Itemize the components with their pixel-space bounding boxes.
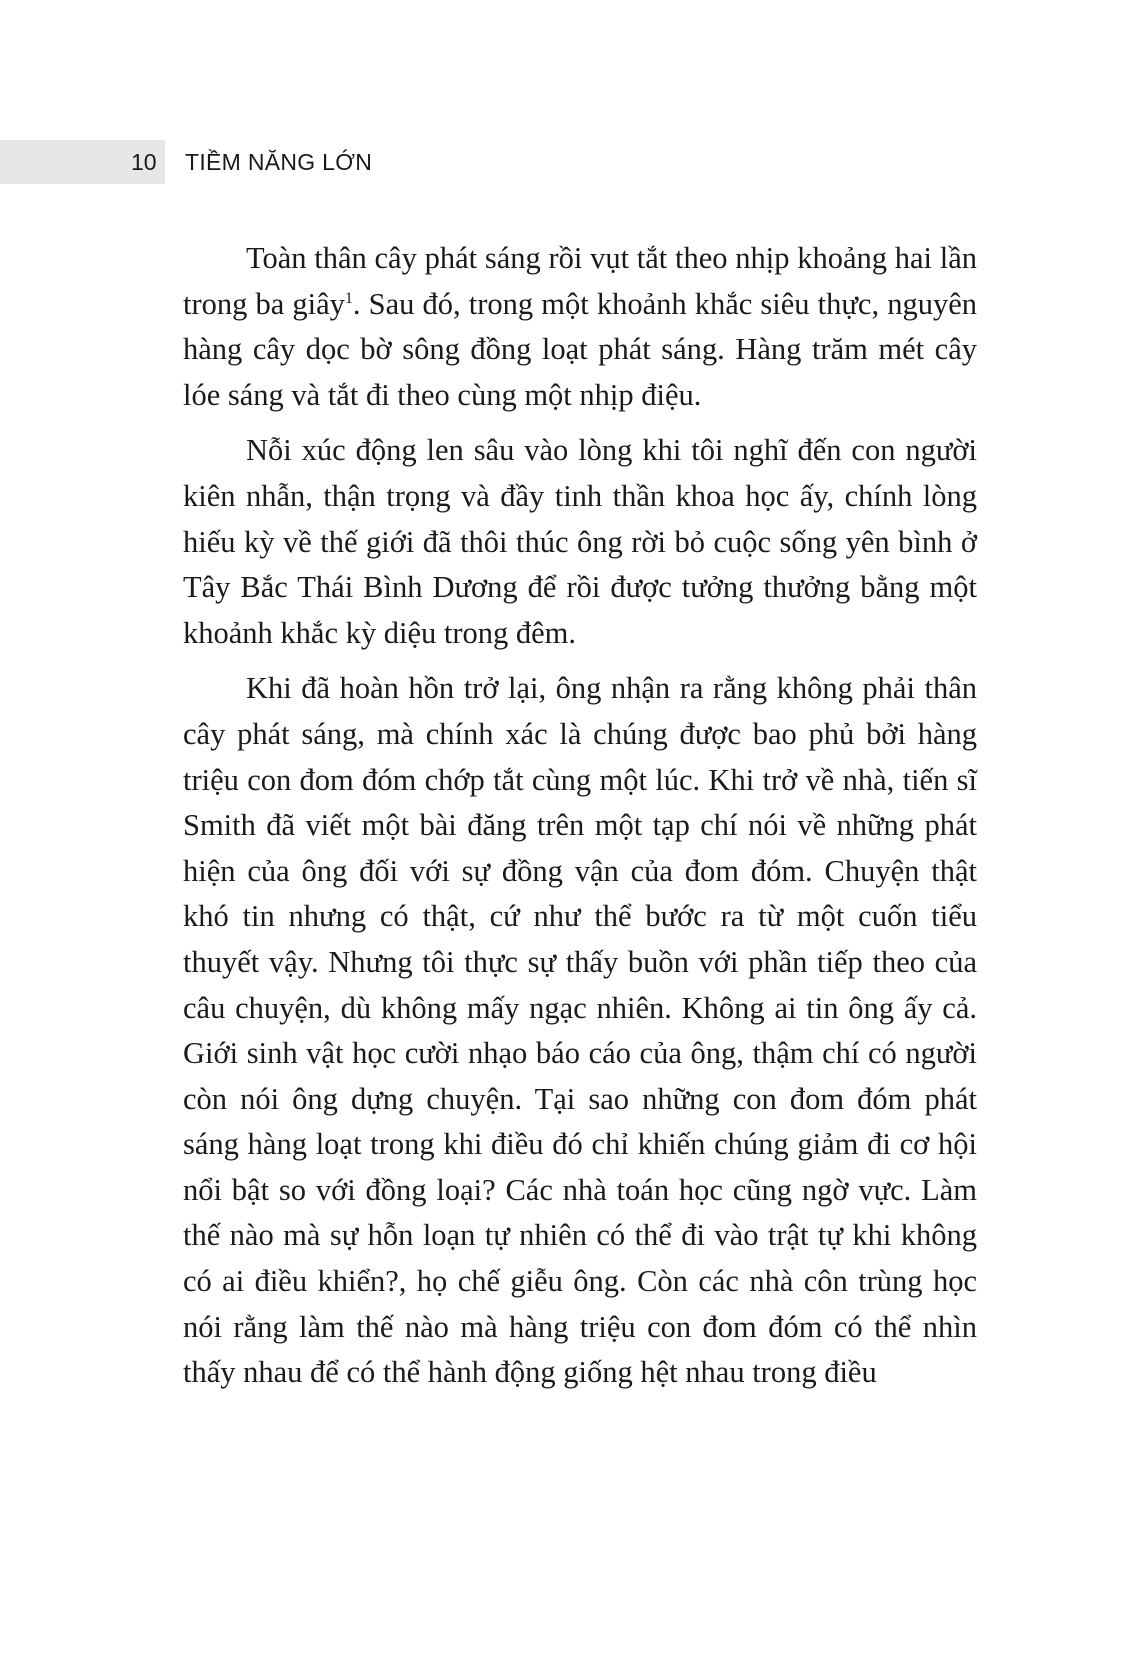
body-text — [183, 236, 977, 1406]
paragraph-3: Khi đã hoàn hồn trở lại, ông nhận ra rằng không phải thân cây phát sáng, mà chính xác là chúng được bao phủ bởi hàng triệu con đom đóm chớp tắt cùng một lúc. Khi trở về nhà, tiến sĩ Smith đã viết một bài đăng trên một tạp chí nói về những phát hiện của ông đối với sự đồng vận của đom đóm. Chuyện thật khó tin nhưng có thật, cứ như thể bước ra từ một cuốn tiểu thuyết vậy. Nhưng tôi thực sự thấy buồn với phần tiếp theo của câu chuyện, dù không mấy ngạc nhiên. Không ai tin ông ấy cả. Giới sinh vật học cười nhạo báo cáo của ông, thậm chí có người còn nói ông dựng chuyện. Tại sao những con đom đóm phát sáng hàng loạt trong khi điều đó chỉ khiến chúng giảm đi cơ hội nổi bật so với đồng loại? Các nhà toán học cũng ngờ vực. Làm thế nào mà sự hỗn loạn tự nhiên có thể đi vào trật tự khi không có ai điều khiển?, họ chế giễu ông. Còn các nhà côn trùng học nói rằng làm thế nào mà hàng triệu con đom đóm có thể nhìn thấy nhau để có thể hành động giống hệt nhau trong điều — [183, 671, 977, 1390]
page-number: 10 — [131, 149, 157, 175]
paragraph-1-text-start: Toàn thân cây phát sáng rồi vụt tắt theo nhịp khoảng hai lần trong ba giây — [183, 241, 977, 321]
paragraph-2: Nỗi xúc động len sâu vào lòng khi tôi nghĩ đến con người kiên nhẫn, thận trọng và đầy tinh thần khoa học ấy, chính lòng hiếu kỳ về thế giới đã thôi thúc ông rời bỏ cuộc sống yên bình ở Tây Bắc Thái Bình Dương để rồi được tưởng thưởng bằng một khoảnh khắc kỳ diệu trong đêm. — [183, 433, 977, 650]
running-header — [131, 150, 372, 174]
paragraph-1-text-end: . Sau đó, trong một khoảnh khắc siêu thực, nguyên hàng cây dọc bờ sông đồng loạt phát sáng. Hàng trăm mét cây lóe sáng và tắt đi theo cùng một nhịp điệu. — [183, 286, 977, 412]
running-title: TIỀM NĂNG LỚN — [185, 149, 373, 175]
footnote-reference[interactable]: 1 — [344, 289, 353, 307]
paragraph-1 — [183, 236, 977, 418]
